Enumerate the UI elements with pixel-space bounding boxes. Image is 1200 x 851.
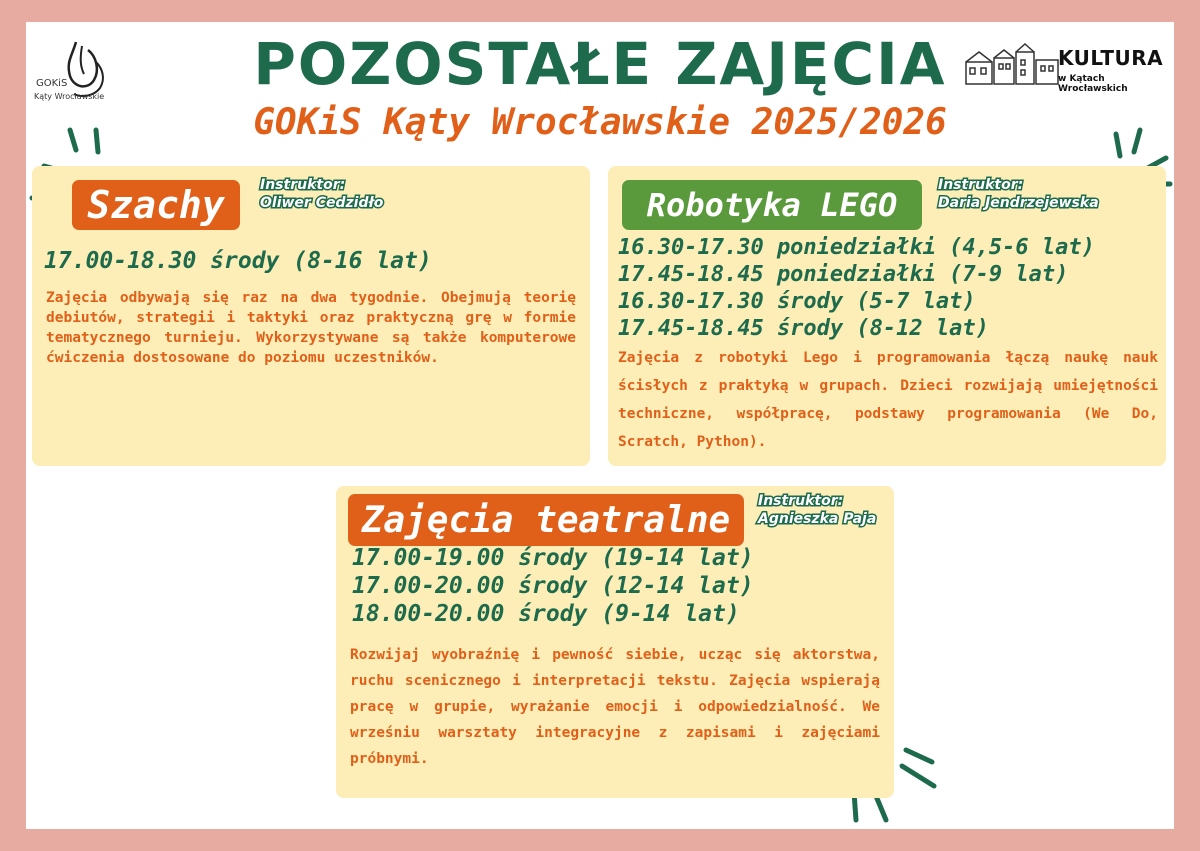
logo-left-location: Kąty Wrocławskie	[34, 92, 105, 101]
page-subtitle: GOKiS Kąty Wrocławskie 2025/2026	[253, 102, 947, 143]
class-title-robotics: Robotyka LEGO	[622, 180, 922, 230]
instructor-name: Daria Jendrzejewska	[938, 195, 1099, 211]
description-robotics: Zajęcia z robotyki Lego i programowania łączą naukę nauk ścisłych z praktyką w grupach. Dzieci rozwijają umiejętności techniczne, współpracę, podstawy programowania (We Do, Scratch, Python).	[618, 350, 1158, 450]
schedule-line: 17.45-18.45 poniedziałki (7-9 lat)	[618, 262, 1069, 287]
schedule-line: 16.30-17.30 poniedziałki (4,5-6 lat)	[618, 235, 1095, 260]
instructor-chess	[260, 176, 383, 212]
instructor-heading: Instruktor:	[938, 177, 1024, 193]
schedule-line: 16.30-17.30 środy (5-7 lat)	[618, 289, 976, 314]
description-chess: Zajęcia odbywają się raz na dwa tygodnie. Obejmują teorię debiutów, strategii i taktyki oraz praktyczną grę w formie tematycznego turnieju. Wykorzystywane są także komputerowe ćwiczenia dostosowane do poziomu uczestników.	[46, 290, 576, 366]
instructor-theatre	[758, 492, 876, 528]
poster	[26, 22, 1174, 829]
logo-right-title: KULTURA	[1058, 46, 1164, 70]
schedule-theatre	[352, 544, 754, 628]
instructor-heading: Instruktor:	[758, 493, 844, 509]
page-title: POZOSTAŁE ZAJĘCIA	[253, 30, 947, 98]
logo-right-subtitle: w Kątach Wrocławskich	[1058, 74, 1128, 94]
schedule-line: 17.00-19.00 środy (19-14 lat)	[352, 545, 754, 571]
instructor-heading: Instruktor:	[260, 177, 346, 193]
instructor-robotics	[938, 176, 1099, 212]
instructor-name: Oliwer Cedzidło	[260, 195, 384, 211]
class-title-chess: Szachy	[72, 180, 240, 230]
instructor-name: Agnieszka Paja	[758, 511, 877, 527]
logo-left-name: GOKiS	[36, 78, 68, 89]
class-title-theatre: Zajęcia teatralne	[348, 494, 744, 546]
schedule-chess	[44, 246, 432, 276]
schedule-line: 17.45-18.45 środy (8-12 lat)	[618, 316, 989, 341]
schedule-robotics	[618, 234, 1095, 342]
schedule-line: 17.00-20.00 środy (12-14 lat)	[352, 573, 754, 599]
schedule-line: 17.00-18.30 środy (8-16 lat)	[44, 248, 432, 274]
schedule-line: 18.00-20.00 środy (9-14 lat)	[352, 601, 740, 627]
description-theatre: Rozwijaj wyobraźnię i pewność siebie, ucząc się aktorstwa, ruchu scenicznego i interpretacji tekstu. Zajęcia wspierają pracę w grupie, wyrażanie emocji i odpowiedzialność. We wrześniu warsztaty integracyjne z zapisami i zajęciami próbnymi.	[350, 647, 880, 767]
